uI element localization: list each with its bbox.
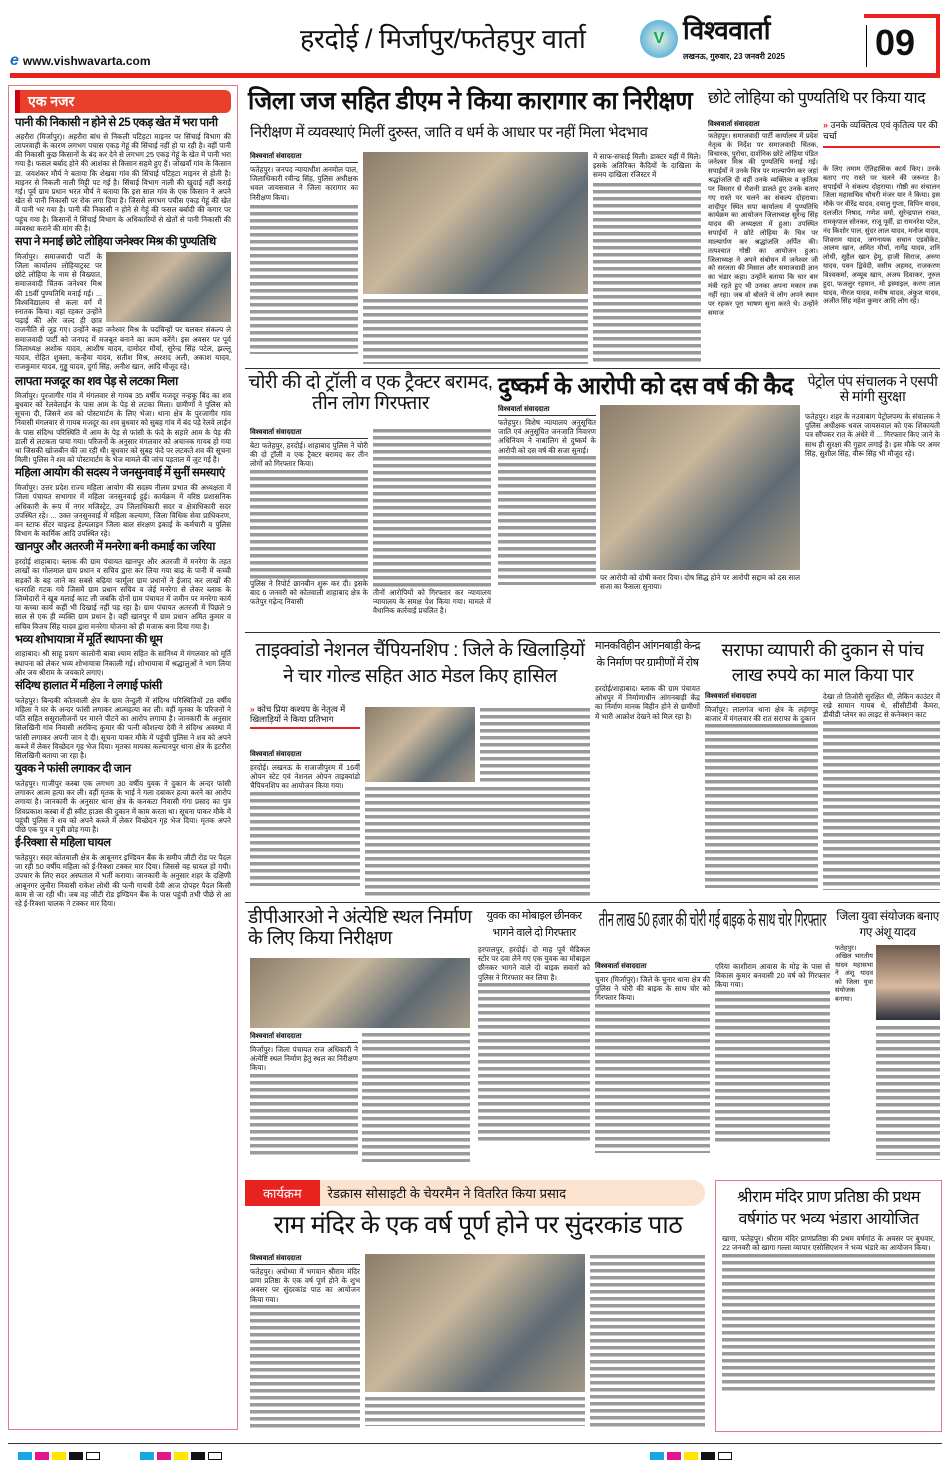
brief-text: मिर्जापुर। पुरजागीर गांव में मंगलवार से गायब 35 वर्षीय मजदूर नन्हकू बिंद का शव बुधवार को रेलवेलाईन के पास आम के पेड़ से लटका मिला। ग्रामीणों ने पुलिस को सूचना दी, जिसने शव को पोस्टमार्टम के लिए भेजा। थाना क्षेत्र के पुरजागीर गांव निवासी मंगलवार से गायब मजदूर का शव बुधवार को सुबह गांव में बंद पड़े रेलवे लाईन के पास संदिग्ध परिस्थिति में आम के पेड़ से फांसी के फंदे के सहारे आम के पेड़ की डाली से लटकता पाया गया। परिजनों के अनुसार मंगलवार को अचानक गायब हो गया था जिसकी खोजबीन की जा रही थी। बुधवार को सुबह फंदे पर लटकते शव की सूचना मिली। पुलिस ने शव को पोस्टमार्टम के भेज मामले की जांच पड़ताल में जुट गई है। bbox=[15, 390, 231, 465]
news-photo bbox=[106, 252, 231, 322]
date: गुरुवार, 23 जनवरी 2025 bbox=[710, 52, 785, 61]
website[interactable] bbox=[10, 52, 151, 70]
section-label: एक नजर bbox=[15, 90, 231, 113]
pullquote-text: उनके व्यक्तित्व एवं कृतित्व पर की चर्चा bbox=[823, 120, 938, 141]
taekwondo-pullquote bbox=[250, 704, 360, 729]
anshu-headline: जिला युवा संयोजक बनाए गए अंशू यादव bbox=[836, 909, 939, 940]
sundarkand-headline: राम मंदिर के एक वर्ष पूर्ण होने पर सुंदरकांड पाठ bbox=[273, 1211, 683, 1239]
brief-text: अहरौरा (मिर्जापुर)। अहरौरा बांध से निकली पटिहटा माइनर पर सिंचाई विभाग की लापरवाही के कारण लगभग पचास एकड़ गेहूं की सिंचाई नहीं हो पा रही है। वहीं पानी की निकासी कुछ किसानों के बंद कर देने से लगभग 25 एकड़ गेहूं के खेत में पानी भरा गया है। फसल बर्बाद होने की आशंका से किसान सहमे हुए हैं। जोखवाँ गांव के किसान डा. जयशंकर मौर्य ने बताया कि शेखवा गांव की सिंचाई पटिहटा माइनर से होती है। माइनर से निकली नाली मिट्टी पट गई है। सिंचाई विभाग नाली की खुदाई नहीं कराई गई। पूर्व ग्राम प्रधान भरत मौर्य ने बताया कि इस साल गांव के एक किसान ने अपने खेत से पानी निकासी पर रोक लगा दिया है। जिससे लगभग पचीस एकड़ गेहूं की खेत में पानी भर गया है। पानी की निकासी न होने से गेहूं की फसल बर्बादी की कगार पर पहुंच गया है। किसानों ने सिंचाई विभाग के अधिकारियों से खेतों से पानी निकासी की व्यवस्था कराने की मांग की है। bbox=[15, 131, 231, 233]
lohia-text-continued: के लिए तमाम ऐतिहासिक कार्य किए। उनके बताए गए रास्ते पर चलने की जरूरत है। सपाईयों ने संकल्प दोहराया। गोष्ठी का संचालन जिला महासचिव चौधरी मंजर यार ने किया। इस मौके पर वीरेंद्र यादव, दयालु गुप्ता, विपिन यादव, दलजीत निषाद, गणेश वर्मा, सुरेन्द्रपाल रावत, रामकृपाल सोनकर, राजू पूर्वी, डा रामनरेश पटेल, नंद किशोर पाल, सुंदर लाल यादव, मनोज यादव, शिवराम यादव, जगनायक सचान एडवोकेट, आलम खान, अमित मौर्या, नागेंद्र यादव, शनि लोधी, सुहैल खान हेमू, हाजी सिराज, अरुण यादव, पवन द्विवेदी, वसीम अहमद, राजकरण विश्वकर्मा, अय्यूब खान, अजय दिवाकर, नूरुल हुदा, फजलुर रहमान, मो इस्माइल, करण लाल यादव, नीरज यादव, मनीष यादव, अंकुश यादव, अजीत सिंह महेश कुमार आदि लोग रहे। bbox=[823, 166, 941, 306]
sundarkand-photo bbox=[365, 1254, 585, 1392]
tractor-headline: चोरी की दो ट्रॉली व एक ट्रैक्टर बरामद, तीन लोग गिरफ्तार bbox=[248, 372, 493, 414]
sarafa-text-continued: देखा तो तिजोरी सुरक्षित थी, लेकिन काउंटर में रखे सामान गायब थे, सीसीटीवी कैमरा, डीवीडी प्लेयर का लाइट से कनेक्शन काट bbox=[823, 692, 940, 720]
browser-icon: e bbox=[10, 52, 19, 69]
dateline bbox=[683, 51, 785, 62]
byline: विश्ववार्ता संवाददाता bbox=[595, 962, 710, 973]
tractor-body bbox=[250, 428, 368, 606]
taekwondo-text: हरदोई। लखनऊ के राजाजीपुरम में 16वीं ओपन स्टेट एवं नेशनल ओपन ताइक्वांडो चैंपियनशिप का आयोजन किया गया। bbox=[250, 763, 360, 791]
tractor-text: बेटा फतेहपुर, हरदोई। शाहाबाद पुलिस ने चोरी की दो ट्रॉली व एक ट्रैक्टर बरामद कर तीन लोगों को गिरफ्तार किया। bbox=[250, 441, 368, 469]
brief-text: मिर्जापुर। समाजवादी पार्टी के जिला कार्यालय लोहियाट्रस्ट पर छोटे लोहिया के नाम से विख्यात, समाजवादी चिंतक जनेश्वर मिश्र की 15वीं पुण्यतिथि मनाई गई। ... विश्वविद्यालय से कला वर्ग में स्नातक किया। वहां रहकर उन्होंने पढ़ाई की ओर जल्द ही छात्र राजनीति से जुड़ गए। उन्होंने कहा जनेश्वर मिश्र के पदचिन्हों पर चलकर संकल्प ले समाजवादी पार्टी को जनपद में मजबूत बनाने का काम करेंगे। इस अवसर पर पूर्व जिलाध्यक्ष अशोक यादव, आशीष यादव, दामोदर मौर्या, सुरेन्द्र सिंह पटेल, झल्लू यादव, रोहित शुक्ला, कन्हैया यादव, सतीश मिश्र, अरशद अली, अकाश यादव, राजकुमार यादव, गुड्डू यादव, दुर्गा सिंह, अनीश खान, आदि मौजूद रहे। bbox=[15, 251, 231, 372]
news-brief bbox=[15, 541, 231, 630]
lohia-pullquote bbox=[823, 120, 940, 148]
brief-text: हरदोई शाहाबाद। ब्लाक की ग्राम पंचायत खानपुर और अतरजी में मनरेगा के तहत लाखों का गोलमाल ग्राम प्रधान व सचिव द्वारा कर लिया गया बाढ़ के पानी में कच्ची सड़कों के बह जाने का सबसे बढ़िया फार्मूला ग्राम प्रधानों ने ईजाद कर लाखों की धनराशि गटक गये जिसमें ग्राम प्रधान सचिव व जेई मनरेगा से लेकर ब्लाक के जिम्मेदारों ने खूब मलाई काट ली जबकि दोनों ग्राम पंचायत में जमीन पर मनरेगा कार्य या कच्चा कार्य कहीं भी दिखाई नहीं पड़ रहा है। ग्राम पंचायत अतरजी में पिछले 9 साल से एक ही व्यक्ति ग्राम प्रधान है। वहीं खानपुर में ग्राम प्रधान अमित कुमार व सचिव विजय सिंह यादव द्वारा मनरेगा योजना को ही मजाक बना दिया गया है। bbox=[15, 557, 231, 631]
lead-body bbox=[250, 152, 358, 354]
byline: विश्ववार्ता संवाददाता bbox=[250, 152, 358, 163]
brand-name: विश्ववार्ता bbox=[683, 15, 770, 45]
bike-text-continued: एरिया काशीराम आवास के मोड़ के पास से विकास कुमार बनवासी 20 वर्ष को गिरफ्तार किया गया। bbox=[715, 962, 830, 990]
news-brief bbox=[15, 117, 231, 233]
petrol-headline: पेट्रोल पंप संचालक ने एसपी से मांगी सुरक्षा bbox=[807, 373, 938, 405]
bike-text: चुनार (मिर्जापुर)। जिले के चुनार थाना क्षेत्र की पुलिस ने चोरी की बाइक के साथ चोर को गिरफ्तार किया। bbox=[595, 975, 710, 1003]
news-brief bbox=[15, 837, 231, 908]
dpro-body bbox=[250, 1032, 358, 1158]
rape-body bbox=[498, 405, 596, 585]
karyakram-bar bbox=[245, 1180, 705, 1206]
news-brief bbox=[15, 236, 231, 371]
news-brief bbox=[15, 680, 231, 760]
sarafa-body bbox=[705, 692, 818, 888]
rape-text-end: पर आरोपी को दोषी करार दिया। दोष सिद्ध होने पर आरोपी सद्दाम को दस साल सजा का फैसला सुनाया। bbox=[600, 573, 800, 592]
brief-title: सपा ने मनाई छोटे लोहिया जनेश्वर मिश्र की पुण्यतिथि bbox=[15, 236, 216, 249]
byline: विश्ववार्ता संवाददाता bbox=[250, 750, 360, 761]
byline: विश्ववार्ता संवाददाता bbox=[250, 428, 368, 439]
brief-title: पानी की निकासी न होने से 25 एकड़ खेत में भरा पानी bbox=[15, 117, 218, 129]
brief-title: युवक ने फांसी लगाकर दी जान bbox=[15, 763, 131, 776]
brief-text: फतेहपुर। सदर कोतवाली क्षेत्र के आबूनगर इण्डियन बैंक के समीप जीटी रोड पर पैदल जा रही 50 वर्षीय महिला को ई-रिक्शा टक्कर मार दिया। जिससे वह घायल हो गयी। उपचार के लिए सदर अस्पताल में भर्ती कराया। जानकारी के अनुसार शहर के दक्षिणी आबूनगर लुनौरा निवासी राकेश लोधी की पत्नी गायत्री देवी आज दोपहर पैदल किसी काम से जा रही थी। जब वह जीटी रोड इण्डियन बैंक के पास पहुंची तभी पीछे से आ रहे ई-रिक्शा चालक ने टक्कर मार दिया। bbox=[15, 852, 231, 908]
brief-title: महिला आयोग की सदस्य ने जनसुनवाई में सुनीं समस्याएं bbox=[15, 467, 225, 480]
mobile-body bbox=[478, 945, 590, 1142]
sarafa-text: मिर्जापुर। लालगंज थाना क्षेत्र के लहंगपुर बाजार में मंगलवार की रात सराफा के दुकान bbox=[705, 705, 818, 724]
lohia-body bbox=[708, 120, 818, 369]
byline: विश्ववार्ता संवाददाता bbox=[250, 1032, 358, 1043]
dpro-text: मिर्जापुर। जिला पंचायत राज अधिकारी ने अंत्येष्टि स्थल निर्माण हेतु स्थल का निरीक्षण किया। bbox=[250, 1045, 358, 1073]
bhandara-text: खागा, फतेहपुर। श्रीराम मंदिर प्राणप्रतिष्ठा की प्रथम वर्षगांठ के अवसर पर बुधवार, 22 जनवरी को खागा गल्ला व्यापार एसोसिएशन ने भव्य भंडारे का आयोजन किया। bbox=[722, 1234, 935, 1253]
ek-nazar-column bbox=[8, 85, 238, 1430]
lead-text-continued: में साफ-सफाई मिली। डाक्टर यहीं में मिले। इसके अतिरिक्त कैदियों के दाखिला के समय दाखिला रजिस्टर में bbox=[593, 152, 701, 180]
page-number: 09 bbox=[875, 22, 916, 63]
anganwadi-headline: मानकविहीन आंगनबाड़ी केन्द्र के निर्माण पर ग्रामीणों में रोष bbox=[595, 640, 700, 669]
tractor-text-end2: तीनों आरोपियों को गिरफ्तार कर न्यायालय न्यायालय के समक्ष पेश किया गया। मामले में वैधानिक कार्रवाई प्रचलित है। bbox=[373, 588, 491, 616]
sundarkand-text: फतेहपुर। अयोध्या में भगवान श्रीराम मंदिर प्राण प्रतिष्ठा के एक वर्ष पूर्ण होने के शुभ अवसर पर सुंदरकांड पाठ का आयोजन किया गया। bbox=[250, 1267, 360, 1304]
rape-body-end bbox=[600, 573, 800, 591]
taekwondo-headline: ताइक्वांडो नेशनल चैंपियनशिप : जिले के खिलाड़ियों ने चार गोल्ड सहित आठ मेडल किए हासिल bbox=[255, 640, 585, 687]
color-registration-marks bbox=[650, 1452, 732, 1460]
brief-text: मिर्जापुर। उत्तर प्रदेश राज्य महिला आयोग की सदस्य नीलम प्रभात की अध्यक्षता में जिला पंचायत सभागार में महिला जनसुनवाई हुई। कार्यक्रम में वरिष्ठ प्रशासनिक अधिकारी के रूप में नगर मजिस्ट्रेट, उप जिलाधिकारी सदर व क्षेत्राधिकारी सदर उपस्थित रहे। ... उक्त जनसुनवाई में महिला कल्याण, जिला विधिक सेवा प्राधिकरण, वन स्टाफ सेंटर चाइल्ड हेल्पलाइन जिला बाल संरक्षण इकाई के कर्मचारी व पुलिस विभाग के कार्मिक आदि उपस्थित रहे। bbox=[15, 483, 231, 539]
news-brief bbox=[15, 634, 231, 677]
lead-text: फतेहपुर। जनपद न्यायाधीश अनमोल पाल, जिलाधिकारी रवीन्द्र सिंह, पुलिस अधीक्षक धवल जायसवाल ने जिला कारागार का निरीक्षण किया। bbox=[250, 165, 358, 202]
anshu-text: फतेहपुर। अखिल भारतीय यादव महासभा ने अंशू यादव को जिला युवा संयोजक बनाया। bbox=[835, 945, 873, 1003]
brand-logo-icon: V bbox=[640, 20, 678, 58]
lead-body-continued bbox=[593, 152, 701, 362]
color-registration-marks bbox=[18, 1452, 100, 1460]
byline: विश्ववार्ता संवाददाता bbox=[498, 405, 596, 416]
brief-title: ई-रिक्शा से महिला घायल bbox=[15, 837, 111, 850]
tractor-text-end: पुलिस ने रिपोर्ट छानबीन शुरू कर दी। इसके बाद 6 जनवरी को कोतवाली शाहाबाद क्षेत्र के फतेपुर गढ़ेन्द निवासी bbox=[250, 578, 368, 607]
sarafa-body-continued bbox=[823, 692, 940, 890]
bhandara-box bbox=[715, 1180, 942, 1432]
tractor-body-continued bbox=[373, 428, 491, 616]
mobile-text: हरपालपुर, हरदोई। दो माह पूर्व मेडिकल स्टोर पर दवा लेने गए एक युवक का मोबाइल छीनकर भागने वाले दो बाइक सवारों को पुलिस ने गिरफ्तार कर लिया है। bbox=[478, 945, 590, 982]
header-rule bbox=[10, 73, 940, 78]
brief-title: संदिग्ध हालात में महिला ने लगाई फांसी bbox=[15, 680, 162, 693]
lohia-text: फतेहपुर। समाजवादी पार्टी कार्यालय में प्रदेश नेतृत्व के निर्देश पर समाजवादी चिंतक, विचारक, पुरोधा, दार्शनिक छोटे लोहिया पंडित जनेश्वर मिश्र की पुण्यतिथि मनाई गई। सपाईयों ने उनके चित्र पर माल्यार्पण कर जहां श्रद्धांजलि दी वहीं उनके व्यक्तित्व व कृतित्व पर विस्तार से रोशनी डालते हुए उनके बताए गए रास्ते पर चलने का संकल्प दोहराया। शादीपुर स्थित सपा कार्यालय में पुण्यतिथि कार्यक्रम का आयोजन जिलाध्यक्ष सुरेन्द्र सिंह यादव की अध्यक्षता में हुआ। उपस्थित सपाईयों ने छोटे लोहिया के चित्र पर माल्यार्पण कर श्रद्धांजलि अर्पित की। तत्पश्चात गोष्ठी का आयोजन हुआ। जिलाध्यक्ष ने अपने संबोधन में जनेश्वर जी को सरलता की मिसाल और समाजवादी ज्ञान का भंडार कहा। उन्होंने बताया कि चार बार मंत्री रहते हुए भी उनका अपना मकान तक नहीं रहा। जब वो बोलते थे लोग अपने स्थान पर रहकर पूरा भाषण सुना करते थे। उन्होंने समाज bbox=[708, 133, 818, 317]
brief-title: खानपुर और अतरजी में मनरेगा बनी कमाई का जरिया bbox=[15, 541, 215, 554]
mobile-headline: युवक का मोबाइल छीनकर भागने वाले दो गिरफ्तार bbox=[486, 910, 582, 939]
quote-chevron-icon: » bbox=[823, 120, 829, 130]
anshu-yadav-photo bbox=[876, 945, 940, 1020]
brief-text: फतेहपुर। बिन्दकी कोतवाली क्षेत्र के ग्राम तेन्दुली में संदिग्ध परिस्थितियों 28 वर्षीय महिला ने घर के अन्दर फांसी लगाकर आत्महत्या कर ली। वहीं मृतका के परिजनों ने पति सहित ससुरालीजनों पर मारने पीटने का आरोप लगाया है। जानकारी के अनुसार सिलखिनी गांव निवासी अरविन्द कुमार की पत्नी कौशल्या देवी ने संदिग्ध अवस्था में फांसी लगाकर अपनी जान दे दी। सूचना पाकर मौके में पहुंची पुलिस ने शव को अपने कब्जे में लेकर विच्छेदन गृह भेज दिया। मृतका मायका कल्यानपुर थाना क्षेत्र के इटरौरा सिलखिनी बताया जा रहा है। bbox=[15, 695, 231, 761]
taekwondo-body bbox=[250, 750, 360, 886]
lead-subheadline: निरीक्षण में व्यवस्थाएं मिलीं दुरुस्त, जाति व धर्म के आधार पर नहीं मिला भेदभाव bbox=[250, 124, 648, 141]
news-brief bbox=[15, 467, 231, 538]
brief-text: शाहाबाद। श्री साहू प्रयाग कालोनी बाबा श्याम सहित के सानिध्य में मंगलवार को मूर्ति स्थापना को लेकर भव्य शोभायात्रा निकाली गई। शोभायात्रा में श्रद्धालुओं ने भाग लिया और जय श्रीराम के जयकारे लगाए। bbox=[15, 649, 231, 677]
bike-body bbox=[595, 962, 710, 1153]
lead-headline: जिला जज सहित डीएम ने किया कारागार का निरीक्षण bbox=[248, 87, 693, 115]
website-url[interactable]: www.vishwavarta.com bbox=[22, 54, 151, 68]
anganwadi-text: हरदोई/शाहाबाद। ब्लाक की ग्राम पंचायत ओधपुर में निर्माणाधीन आंगनबाड़ी केंद्र का निर्माण मानक विहीन होने से ग्रामीणों में भारी आक्रोश देखने को मिल रहा है। bbox=[595, 684, 700, 721]
rape-text: फतेहपुर। विशेष न्यायालय अनुसूचित जाति एवं अनुसूचित जनजाति निवारण अधिनियम ने नाबालिग से दुष्कर्म के आरोपी को दस वर्ष की सजा सुनाई। bbox=[498, 418, 596, 455]
sundarkand-body bbox=[250, 1254, 360, 1429]
brief-title: भव्य शोभायात्रा में मूर्ति स्थापना की धूम bbox=[15, 633, 163, 646]
byline: विश्ववार्ता संवाददाता bbox=[250, 1254, 360, 1265]
news-brief bbox=[15, 763, 231, 834]
bike-body-continued bbox=[715, 962, 830, 1145]
lohia-headline: छोटे लोहिया को पुण्यतिथि पर किया याद bbox=[708, 90, 926, 107]
byline: विश्ववार्ता संवाददाता bbox=[708, 120, 818, 131]
color-registration-marks bbox=[140, 1452, 222, 1460]
accused-photo bbox=[600, 405, 800, 570]
jail-inspection-photo bbox=[363, 152, 588, 294]
category-label: कार्यक्रम bbox=[245, 1180, 320, 1206]
medal-winners-photo bbox=[365, 707, 475, 782]
bhandara-headline: श्रीराम मंदिर प्राण प्रतिष्ठा की प्रथम वर्षगांठ पर भव्य भंडारा आयोजित bbox=[737, 1189, 920, 1228]
sarafa-headline: सराफा व्यापारी की दुकान से पांच लाख रुपये का माल किया पार bbox=[721, 640, 924, 686]
petrol-text: फतेहपुर। शहर के नउवाबाग पेट्रोलपम्प के संचालक ने पुलिस अधीक्षक धवल जायसवाल को एक शिकायती पत्र सौंपकर रात के अंधेरे में ... गिरफ्तार किए जाने के साथ ही सुरक्षा की गुहार लगाई है। इस मौके पर अमर सिंह, सुशील सिंह, वीरू सिंह भी मौजूद रहे। bbox=[805, 412, 940, 458]
kicker: रेडक्रास सोसाइटी के चेयरमैन ने वितरित किया प्रसाद bbox=[327, 1186, 567, 1201]
news-brief bbox=[15, 375, 231, 465]
bike-headline: तीन लाख 50 हजार की चोरी गई बाइक के साथ चोर गिरफ्तार bbox=[598, 910, 827, 931]
rape-headline: दुष्कर्म के आरोपी को दस वर्ष की कैद bbox=[498, 373, 794, 400]
quote-chevron-icon: » bbox=[250, 704, 255, 714]
byline: विश्ववार्ता संवाददाता bbox=[705, 692, 818, 703]
brief-title: लापता मजदूर का शव पेड़ से लटका मिला bbox=[15, 373, 178, 388]
site-inspection-photo bbox=[250, 958, 470, 1028]
city: लखनऊ, bbox=[683, 52, 708, 61]
dpro-headline: डीपीआरओ ने अंत्येष्टि स्थल निर्माण के लिए किया निरीक्षण bbox=[248, 907, 472, 949]
pullquote-text: कोच प्रिया कश्यप के नेतृत्व में खिलाड़ियों ने किया प्रतिभाग bbox=[250, 704, 346, 725]
section-title: हरदोई / मिर्जापुर/फतेहपुर वार्ता bbox=[300, 24, 586, 54]
brief-text: फतेहपुर। गाजीपुर कस्बा एक लगभग 30 वर्षीय युवक ने दुकान के अन्दर फांसी लगाकर आत्म हत्या कर ली। वहीं मृतक के भाई ने गला दबाकर हत्या करने का आरोप लगाया है। जानकारी के अनुसार थाना क्षेत्र के कनकटा निवासी गंगा प्रसाद का पुत्र शिवप्रकाश कस्बा में ही स्वीट हाउस की दुकान में काम करता था। सूचना पाकर मौके में पहुंची पुलिस ने शव को अपने कब्जे में लेकर विच्छेदन गृह भेज दिया। मृतक अपने पीछे एक पुत्र व पुत्री छोड़ गया है। bbox=[15, 778, 231, 835]
